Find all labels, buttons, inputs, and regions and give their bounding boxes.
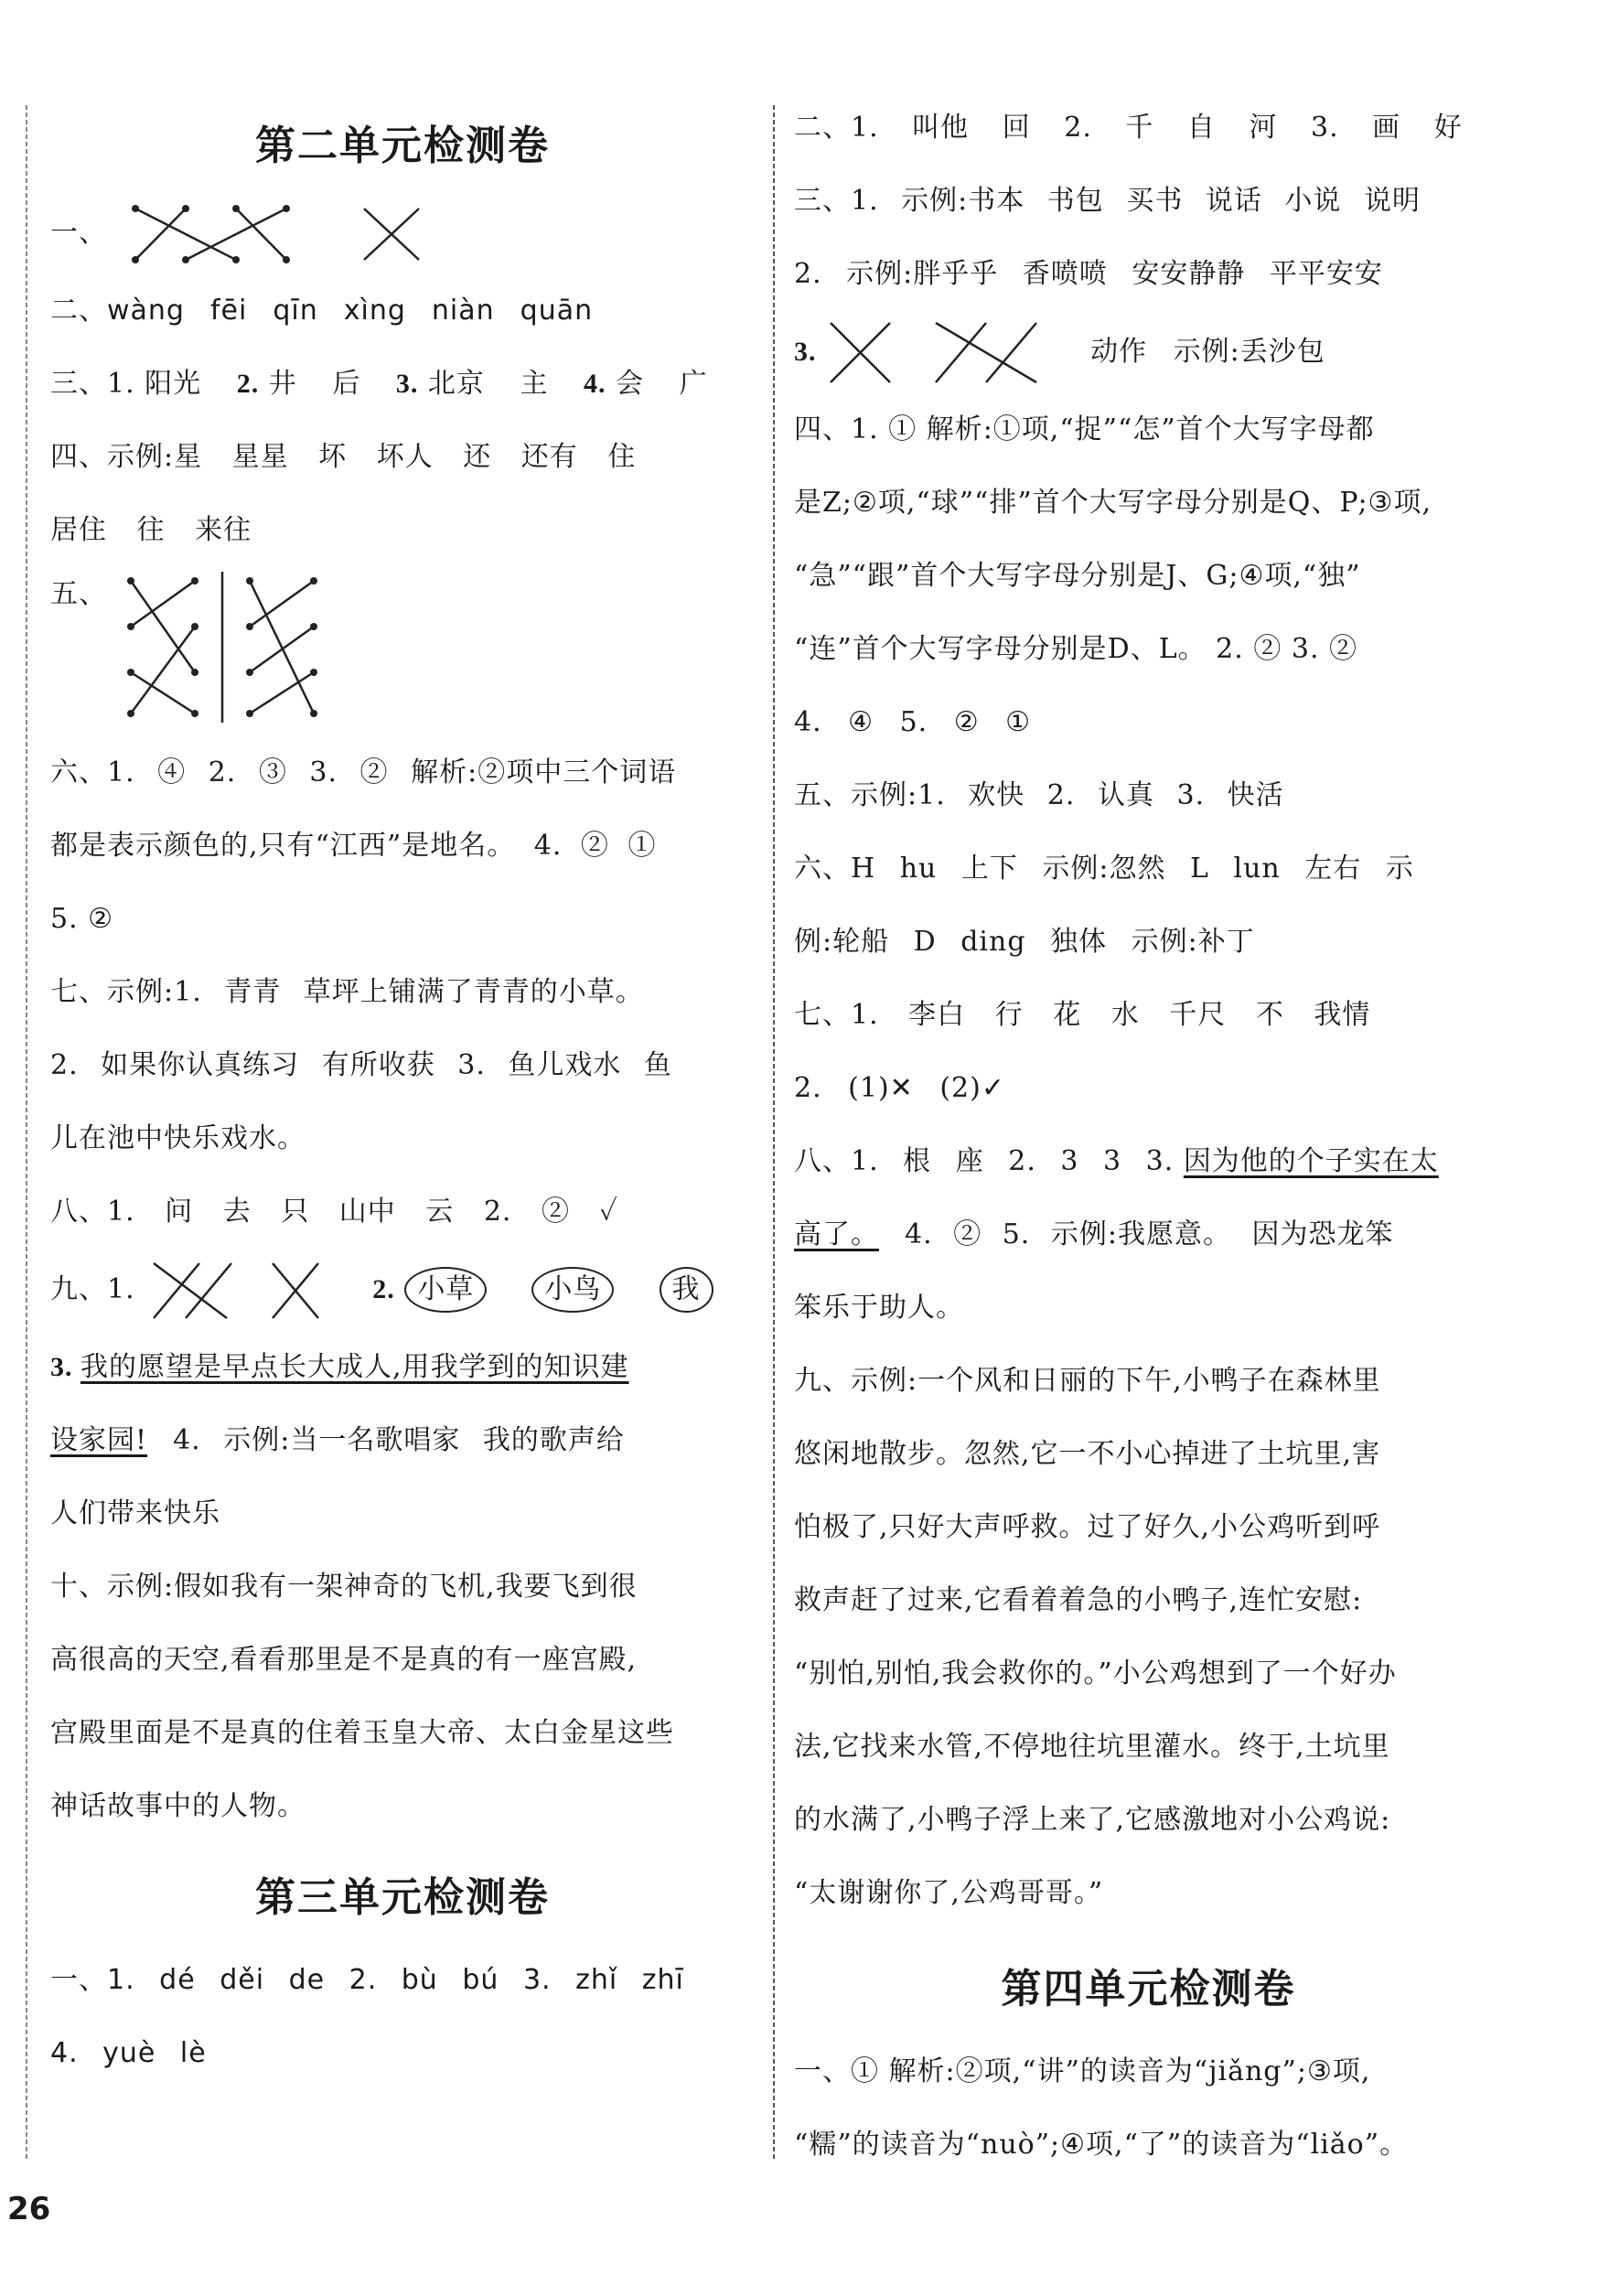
q8-line: 八、1. 问 去 只 山中 云 2. ② ✓ (50, 1196, 618, 1228)
u4-line-2: “糯”的读音为“nuò”;④项,“了”的读音为“liǎo”。 (794, 2129, 1409, 2161)
right-column (794, 91, 1503, 2182)
q3-answer: 主 (520, 368, 549, 400)
q3-answer: 井 (268, 368, 297, 400)
q5-line (250, 581, 314, 627)
r16-underlined: 高了。 (794, 1218, 879, 1250)
r4-line (936, 323, 986, 382)
left-margin-line (26, 105, 27, 2159)
q9-label: 九、1. (50, 1273, 135, 1305)
r-line-16 (794, 1198, 1503, 1271)
q7-line-2: 2. 如果你认真练习 有所收获 3. 鱼儿戏水 鱼 (50, 1049, 672, 1081)
r16-text: 4. ② 5. 示例:我愿意。 因为恐龙笨 (905, 1218, 1394, 1250)
q2-pinyin-3: qīn (273, 295, 318, 327)
r-line-6: 是Z;②项,“球”“排”首个大写字母分别是Q、P;③项, (794, 487, 1432, 519)
q3-num: 2. (236, 369, 260, 399)
q3-num: 3. (395, 369, 419, 399)
r-line-24: 的水满了,小鸭子浮上来了,它感激地对小公鸡说: (794, 1804, 1391, 1836)
q9-circled-word: 我 (660, 1267, 713, 1313)
r-line-7: “急”“跟”首个大写字母分别是J、G;④项,“独” (794, 560, 1361, 592)
r-line-15 (794, 1125, 1503, 1198)
q4-line-2: 居住 往 来往 (50, 514, 252, 546)
q10-line-1: 十、示例:假如我有一架神奇的飞机,我要飞到很 (50, 1571, 638, 1603)
q5-row (50, 567, 755, 736)
q3-answer: 广 (679, 368, 708, 400)
r-line-8: “连”首个大写字母分别是D、L。 2. ② 3. ② (794, 633, 1358, 665)
r4-line (936, 323, 1036, 382)
column-divider (773, 105, 775, 2159)
q3-answer: 会 (616, 368, 645, 400)
q9-3-underlined-end: 设家园! (50, 1424, 148, 1456)
q7-line-1: 七、示例:1. 青青 草坪上铺满了青青的小草。 (50, 976, 644, 1008)
r-line-10: 五、示例:1. 欢快 2. 认真 3. 快活 (794, 779, 1284, 811)
q1-row (50, 192, 755, 274)
q1-matching-lines (117, 198, 446, 271)
u3-q1-line-2: 4. yuè lè (50, 2037, 207, 2069)
q9-circled-word: 小鸟 (531, 1267, 614, 1313)
page-number: 26 (7, 2191, 51, 2227)
r4-matching-lines (826, 318, 1046, 388)
unit2-title: 第二单元检测卷 (255, 123, 550, 169)
q7-line-3: 儿在池中快乐戏水。 (50, 1122, 306, 1154)
q4-line-1: 四、示例:星 星星 坏 坏人 还 还有 住 (50, 441, 637, 473)
r-line-1: 二、1. 叫他 回 2. 千 自 河 3. 画 好 (794, 112, 1463, 144)
r-line-13: 七、1. 李白 行 花 水 千尺 不 我情 (794, 999, 1371, 1031)
q2-pinyin-4: xìng (343, 295, 406, 327)
q2-pinyin-2: fēi (209, 295, 248, 327)
q5-label: 五、 (50, 578, 107, 610)
q6-line-2: 都是表示颜色的,只有“江西”是地名。 4. ② ① (50, 830, 657, 862)
q1-label: 一、 (50, 217, 107, 249)
r-line-20: 怕极了,只好大声呼救。过了好久,小公鸡听到呼 (794, 1511, 1381, 1543)
r4-line (986, 323, 1036, 382)
q9-4-line-2: 人们带来快乐 (50, 1497, 220, 1529)
q9-circled-word: 小草 (404, 1267, 487, 1313)
r-line-11: 六、H hu 上下 示例:忽然 L lun 左右 示 (794, 853, 1414, 885)
q9-row (50, 1249, 755, 1331)
r-line-21: 救声赶了过来,它看着着急的小鸭子,连忙安慰: (794, 1584, 1363, 1616)
q3-label: 三、1. (50, 368, 135, 400)
q9-2-num: 2. (372, 1274, 395, 1304)
q10-line-2: 高很高的天空,看看那里是不是真的有一座宫殿, (50, 1644, 638, 1676)
u4-line-1: 一、① 解析:②项,“讲”的读音为“jiǎng”;③项, (794, 2055, 1371, 2087)
r-line-18: 九、示例:一个风和日丽的下午,小鸭子在森林里 (794, 1365, 1381, 1397)
q5-line (131, 672, 195, 713)
q3-answer: 阳光 (145, 368, 202, 400)
r-line-2: 三、1. 示例:书本 书包 买书 说话 小说 说明 (794, 185, 1421, 217)
r-line-19: 悠闲地散步。忽然,它一不小心掉进了土坑里,害 (794, 1438, 1381, 1470)
r-line-12: 例:轮船 D ding 独体 示例:补丁 (794, 926, 1255, 958)
q9-matching-lines (145, 1259, 327, 1323)
q5-matching-lines (117, 567, 337, 723)
q3-num: 4. (584, 369, 606, 399)
r4-text: 动作 示例:丢沙包 (1090, 336, 1325, 368)
r15-underlined: 因为他的个子实在太 (1183, 1145, 1439, 1177)
q5-line (131, 627, 195, 713)
q10-line-4: 神话故事中的人物。 (50, 1790, 306, 1822)
q9-4-line-1: 4. 示例:当一名歌唱家 我的歌声给 (173, 1424, 625, 1456)
q1-line (135, 209, 236, 260)
r-line-9: 4. ④ 5. ② ① (794, 706, 1032, 738)
q3-row (50, 348, 755, 421)
r-line-17: 笨乐于助人。 (794, 1292, 964, 1324)
r-line-25: “太谢谢你了,公鸡哥哥。” (794, 1877, 1104, 1909)
q5-line (131, 581, 195, 627)
q2-pinyin-1: wàng (107, 295, 185, 327)
q2-row (50, 274, 755, 348)
q9-3-line-2 (50, 1404, 755, 1477)
r-line-3: 2. 示例:胖乎乎 香喷喷 安安静静 平平安安 (794, 258, 1383, 290)
r-line-23: 法,它找来水管,不停地往坑里灌水。终于,土坑里 (794, 1731, 1390, 1763)
r-line-22: “别怕,别怕,我会救你的。”小公鸡想到了一个好办 (794, 1658, 1397, 1690)
q9-3-line-1: 3. 我的愿望是早点长大成人,用我学到的知识建 (50, 1351, 629, 1383)
q9-3-underlined: 我的愿望是早点长大成人,用我学到的知识建 (80, 1351, 629, 1383)
r-line-14: 2. (1)✕ (2)✓ (794, 1072, 1005, 1104)
q2-pinyin-6: quān (520, 295, 594, 327)
q2-pinyin-5: niàn (431, 295, 495, 327)
q6-line-1: 六、1. ④ 2. ③ 3. ② 解析:②项中三个词语 (50, 756, 677, 789)
q3-answer: 后 (332, 368, 361, 400)
r15-text: 八、1. 根 座 2. 3 3 3. (794, 1145, 1175, 1177)
q5-line (250, 627, 314, 672)
q1-line (186, 209, 286, 260)
q9-line (154, 1263, 227, 1318)
q3-answer: 北京 (427, 368, 485, 400)
q2-label: 二、 (50, 295, 107, 327)
r4-num: 3. (794, 337, 817, 367)
q1-line (135, 209, 186, 260)
r-line-4 (794, 311, 1503, 393)
unit3-title: 第三单元检测卷 (255, 1874, 550, 1921)
unit4-title: 第四单元检测卷 (1001, 1966, 1296, 2012)
u3-q1-line-1: 一、1. dé děi de 2. bù bú 3. zhǐ zhī (50, 1964, 684, 1996)
q5-line (131, 581, 195, 672)
r-line-5: 四、1. ① 解析:①项,“捉”“怎”首个大写字母都 (794, 413, 1375, 445)
q1-line (236, 209, 286, 260)
q6-line-3: 5. ② (50, 903, 114, 935)
q10-line-3: 宫殿里面是不是真的住着玉皇大帝、太白金星这些 (50, 1717, 674, 1749)
left-column (50, 101, 755, 2090)
